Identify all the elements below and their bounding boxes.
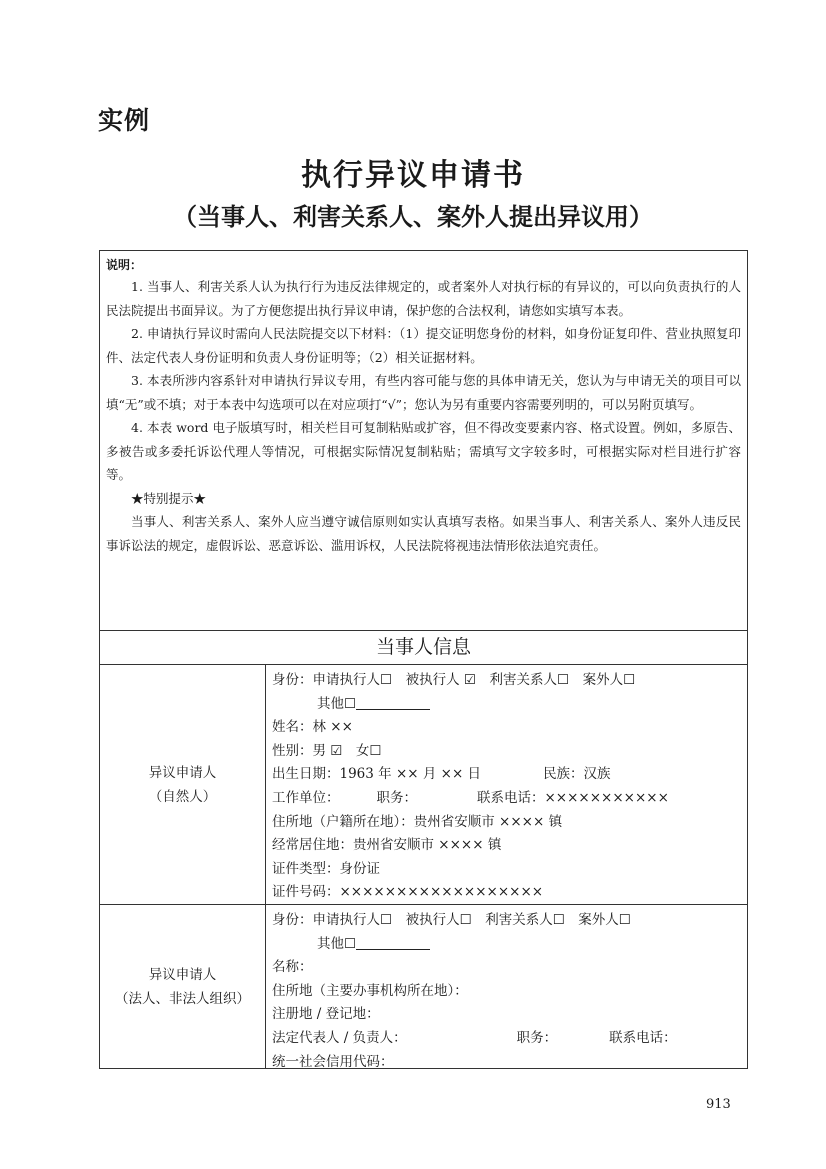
work-line bbox=[272, 787, 747, 811]
legal-other-checkbox-label: 其他☐ bbox=[317, 935, 357, 952]
position-field[interactable]: 职务： bbox=[376, 789, 417, 806]
legal-other-blank-line[interactable] bbox=[356, 935, 430, 950]
natural-person-fields bbox=[266, 665, 747, 904]
other-blank-line[interactable] bbox=[356, 695, 430, 710]
name-field[interactable]: 姓名：林 ×× bbox=[272, 719, 353, 736]
instruction-paragraph-3: 3. 本表所涉内容系针对申请执行异议专用，有些内容可能与您的具体申请无关，您认为与申请无关的项目可以填“无”或不填；对于本表中勾选项可以在对应项打“√”；您认为另有重要内容需要列明的，可以另附页填写。 bbox=[106, 373, 741, 412]
representative-field[interactable]: 法定代表人 / 负责人： bbox=[272, 1029, 407, 1046]
special-notice-text: 当事人、利害关系人、案外人应当遵守诚信原则如实认真填写表格。如果当事人、利害关系人、案外人违反民事诉讼法的规定，虚假诉讼、恶意诉讼、滥用诉权，人民法院将视违法情形依法追究责任。 bbox=[106, 514, 741, 553]
representative-line bbox=[272, 1027, 747, 1051]
ethnicity-field[interactable]: 民族：汉族 bbox=[543, 766, 611, 783]
legal-label-line1: 异议申请人 bbox=[148, 967, 217, 983]
section-heading: 实例 bbox=[98, 106, 151, 135]
phone-field[interactable]: 联系电话：××××××××××× bbox=[477, 789, 669, 806]
special-notice-title: ★特别提示★ bbox=[131, 490, 207, 506]
legal-entity-fields bbox=[266, 905, 747, 1069]
birth-date-field[interactable]: 出生日期：1963 年 ×× 月 ×× 日 bbox=[272, 766, 482, 783]
document-title: 执行异议申请书 bbox=[301, 158, 525, 193]
natural-label-line1: 异议申请人 bbox=[148, 764, 217, 781]
identity-field[interactable]: 身份：申请执行人☐ 被执行人 ☑ 利害关系人☐ 案外人☐ bbox=[272, 672, 636, 688]
birth-ethnicity-line bbox=[272, 763, 747, 787]
id-number-field[interactable]: 证件号码：×××××××××××××××××× bbox=[272, 884, 544, 901]
legal-label-line2: （法人、非法人组织） bbox=[115, 991, 250, 1007]
legal-entity-label bbox=[100, 905, 266, 1069]
natural-person-row bbox=[100, 665, 747, 905]
gender-field[interactable]: 性别：男 ☑ 女☐ bbox=[272, 742, 382, 759]
instruction-paragraph-2: 2. 申请执行异议时需向人民法院提交以下材料：（1）提交证明您身份的材料，如身份证复印件、营业执照复印件、法定代表人身份证明和负责人身份证明等；（2）相关证据材料。 bbox=[106, 326, 741, 365]
legal-other-identity-field[interactable] bbox=[272, 933, 747, 957]
form-table bbox=[99, 250, 748, 1069]
entity-name-field[interactable]: 名称： bbox=[272, 959, 313, 976]
entity-residence-field[interactable]: 住所地（主要办事机构所在地）： bbox=[272, 982, 468, 999]
legal-identity-field[interactable]: 身份：申请执行人☐ 被执行人☐ 利害关系人☐ 案外人☐ bbox=[272, 912, 631, 928]
legal-position-field[interactable]: 职务： bbox=[516, 1029, 558, 1046]
registered-place-field[interactable]: 注册地 / 登记地： bbox=[272, 1006, 380, 1023]
habitual-residence-field[interactable]: 经常居住地：贵州省安顺市 ×××× 镇 bbox=[272, 837, 502, 854]
legal-entity-row bbox=[100, 905, 747, 1069]
legal-phone-field[interactable]: 联系电话： bbox=[609, 1029, 677, 1046]
residence-field[interactable]: 住所地（户籍所在地）：贵州省安顺市 ×××× 镇 bbox=[272, 813, 563, 830]
instructions-label: 说明： bbox=[106, 258, 143, 272]
natural-person-label bbox=[100, 665, 266, 904]
instruction-paragraph-1: 1. 当事人、利害关系人认为执行行为违反法律规定的，或者案外人对执行标的有异议的，可以向负责执行的人民法院提出书面异议。为了方便您提出执行异议申请，保护您的合法权利，请您如实填写本表。 bbox=[106, 279, 741, 318]
id-type-field[interactable]: 证件类型：身份证 bbox=[272, 860, 380, 877]
party-info-header: 当事人信息 bbox=[100, 631, 747, 665]
instruction-paragraph-4: 4. 本表 word 电子版填写时，相关栏目可复制粘贴或扩容，但不得改变要素内容、格式设置。例如，多原告、多被告或多委托诉讼代理人等情况，可根据实际情况复制粘贴；需填写文字较多时，可根据实际对栏目进行扩容等。 bbox=[106, 420, 741, 482]
instructions-box bbox=[100, 251, 747, 631]
other-checkbox-label: 其他☐ bbox=[317, 695, 357, 712]
document-subtitle: （当事人、利害关系人、案外人提出异议用） bbox=[173, 203, 653, 231]
natural-label-line2: （自然人） bbox=[148, 788, 217, 805]
page-number: 913 bbox=[706, 1097, 731, 1112]
work-unit-field[interactable]: 工作单位： bbox=[272, 789, 340, 806]
other-identity-field[interactable] bbox=[272, 693, 747, 717]
credit-code-field[interactable]: 统一社会信用代码： bbox=[272, 1053, 394, 1070]
